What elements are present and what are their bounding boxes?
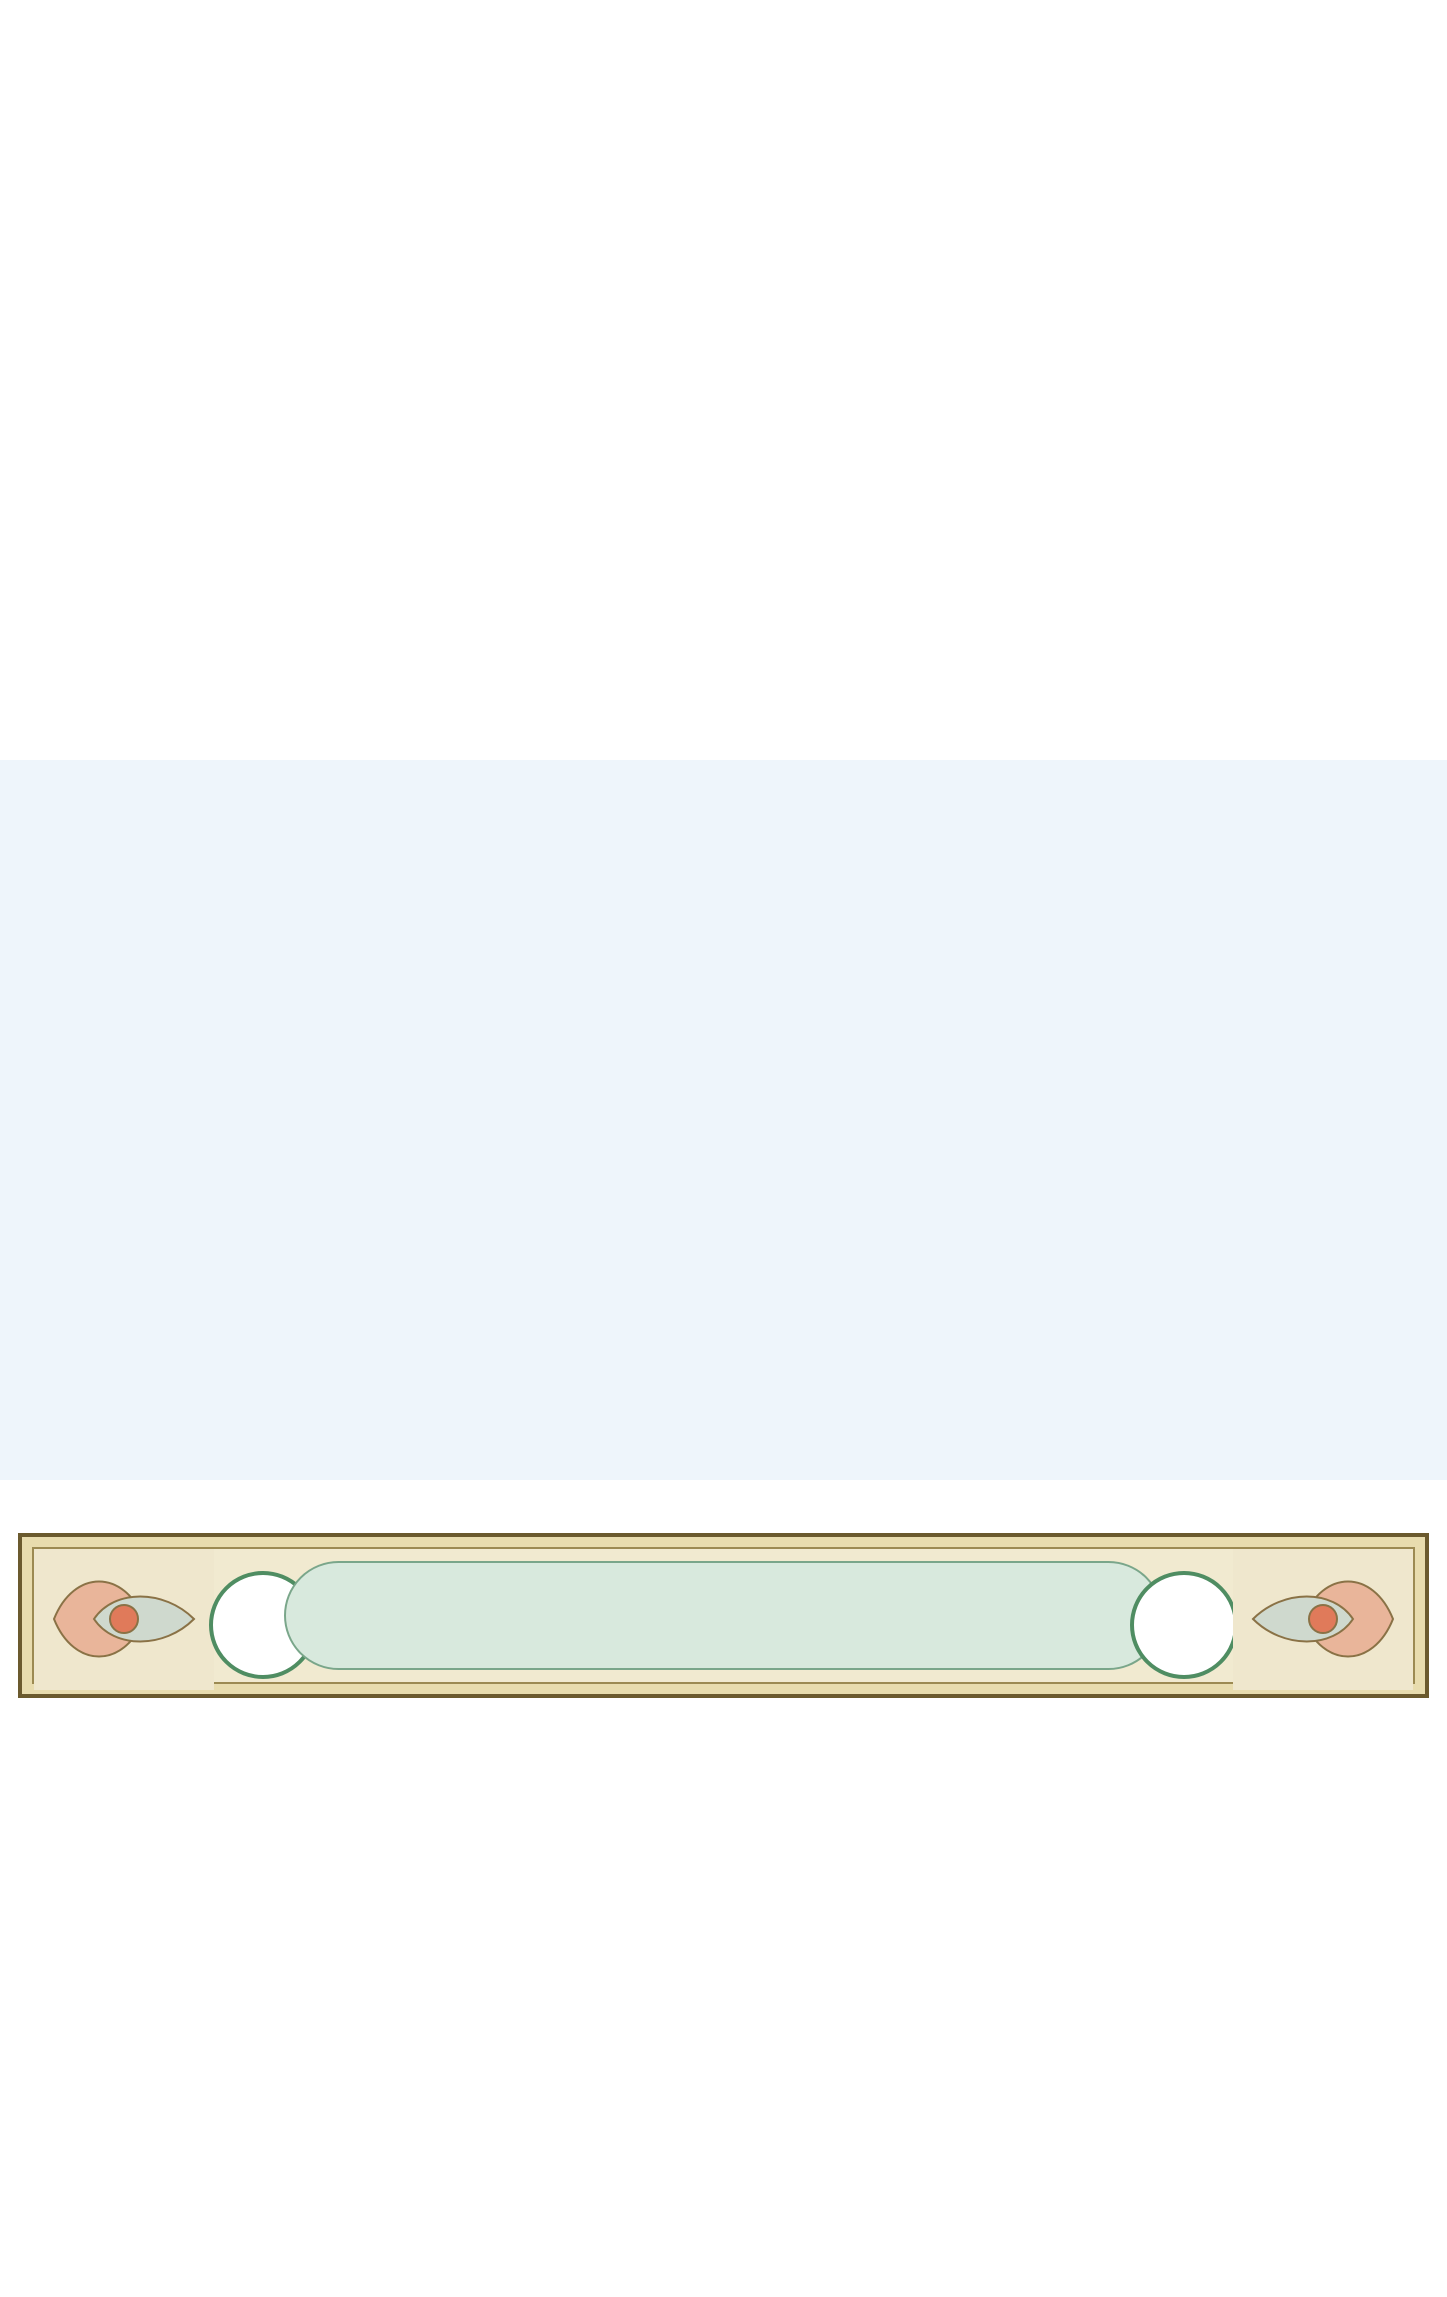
surah-order-medallion xyxy=(1130,1571,1238,1679)
basmala xyxy=(0,1720,1447,1830)
floral-ornament-icon xyxy=(34,1549,214,1690)
floral-ornament-icon xyxy=(1233,1549,1413,1690)
surah-banner-frame xyxy=(32,1547,1415,1684)
surah-name-cartouche xyxy=(284,1561,1163,1670)
surah-banner xyxy=(18,1533,1429,1698)
highlight-background xyxy=(0,760,1447,1480)
